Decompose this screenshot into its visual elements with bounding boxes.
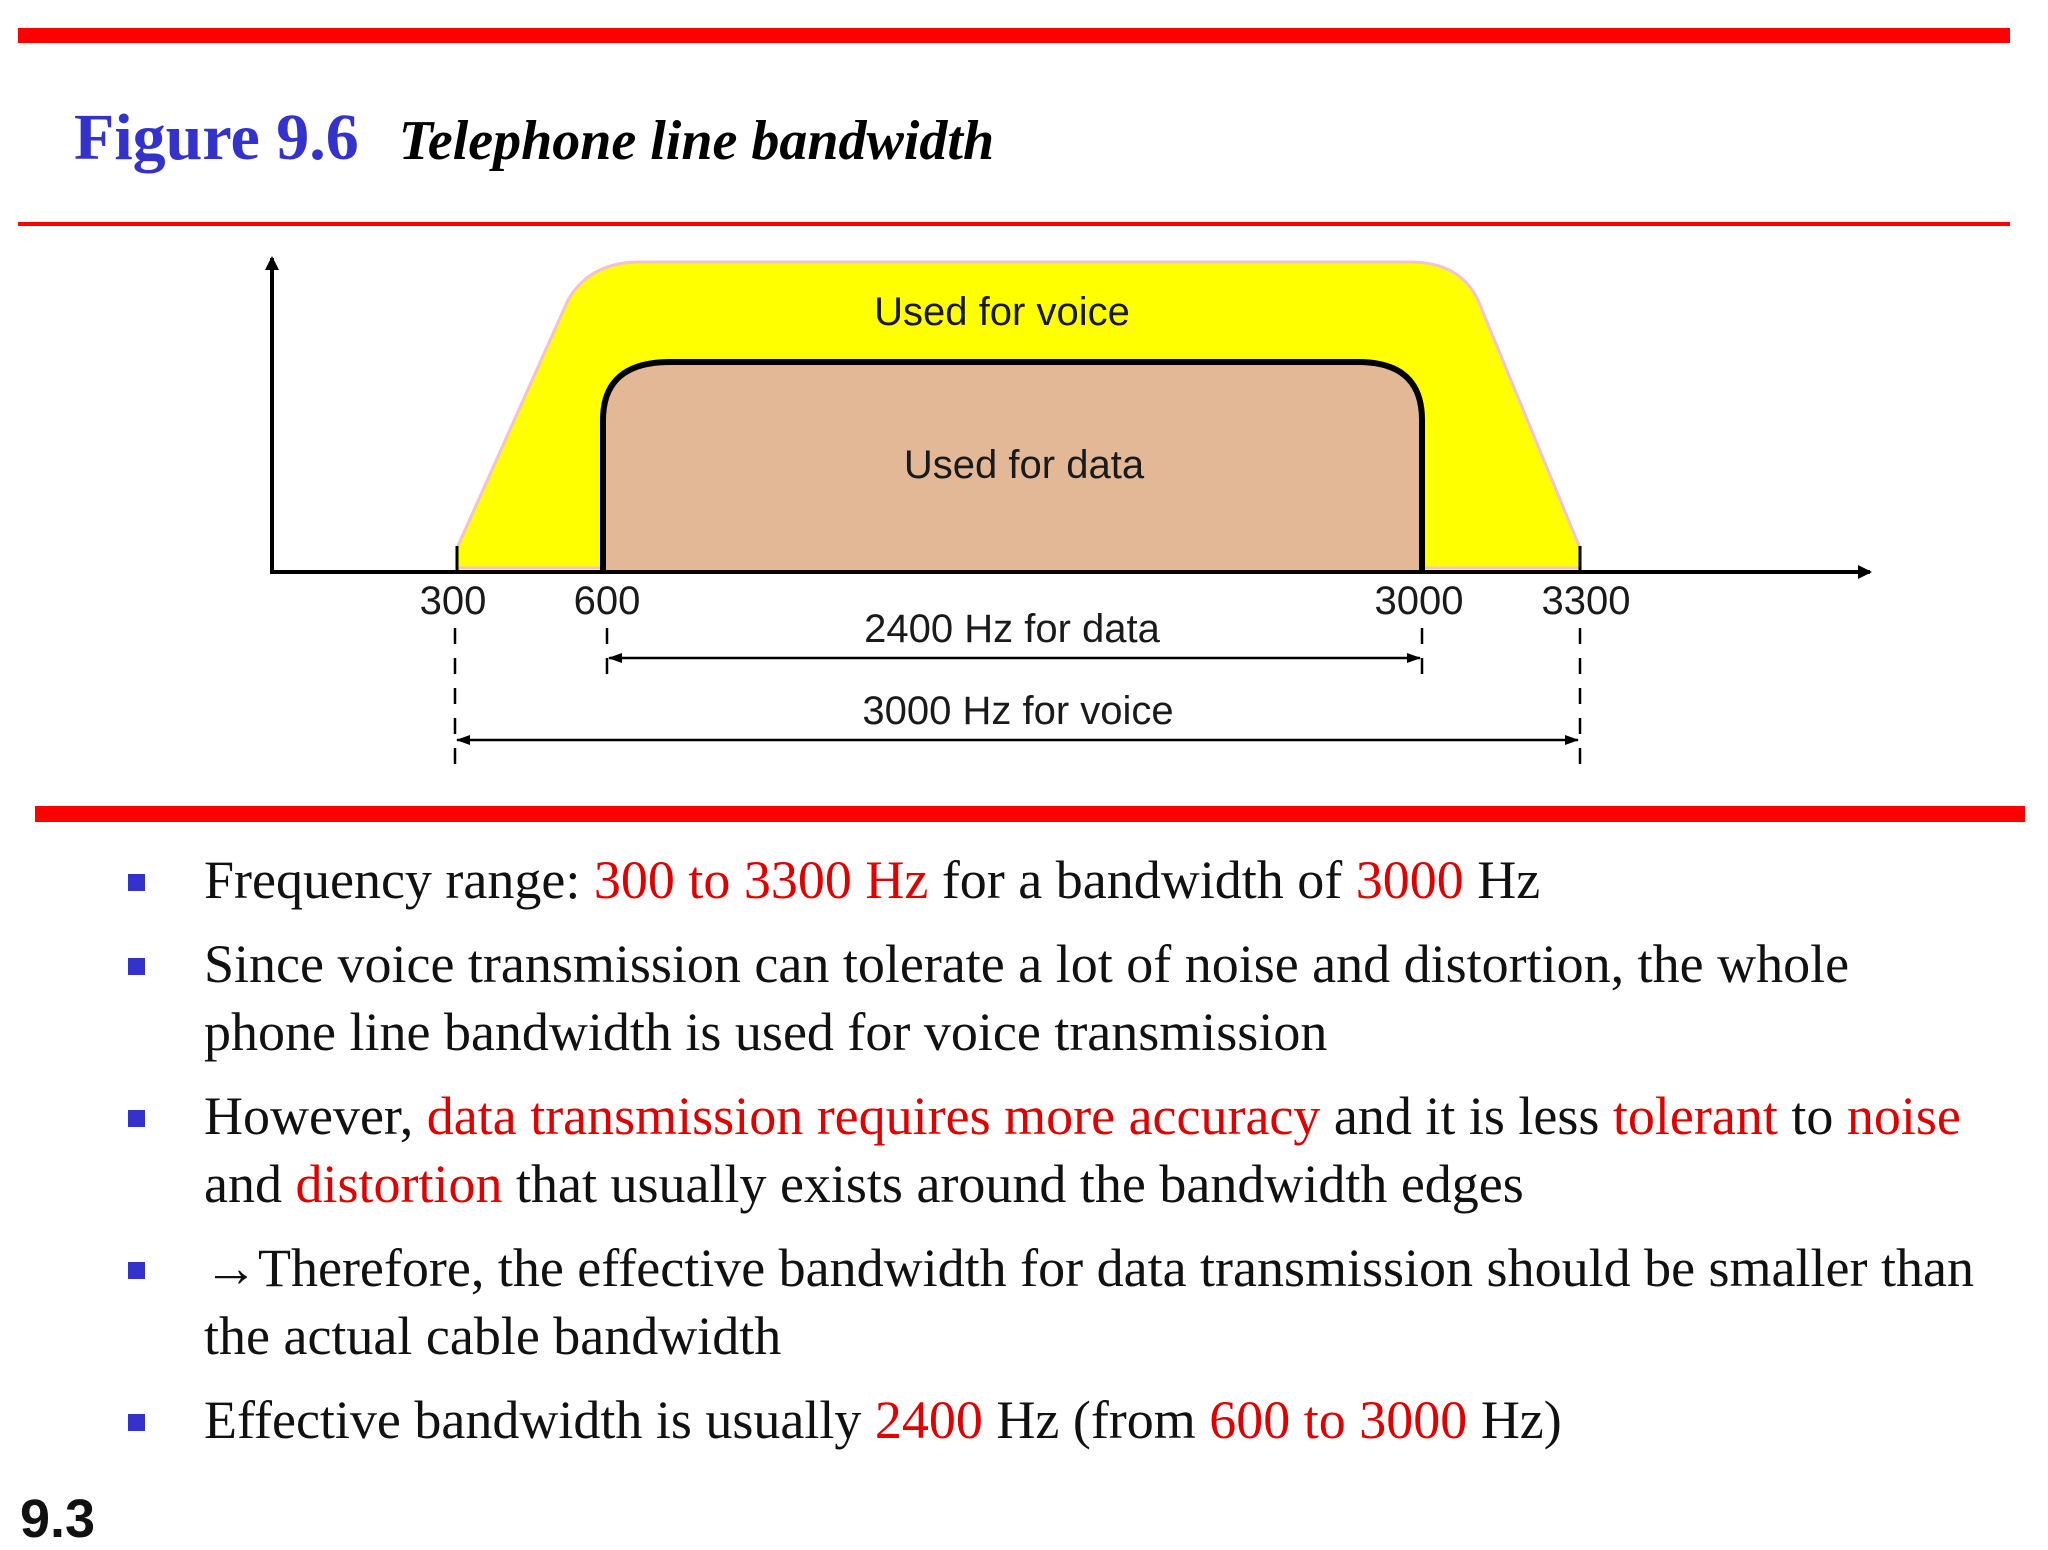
bullet-text: and it is less <box>1320 1086 1613 1146</box>
figure-number: Figure 9.6 <box>74 101 359 174</box>
figure-caption: Telephone line bandwidth <box>398 110 995 172</box>
highlight-text: 600 to 3000 <box>1209 1390 1468 1450</box>
tick-label-300: 300 <box>419 579 487 623</box>
bullet-text: Hz (from <box>982 1390 1210 1450</box>
highlight-text: 3000 <box>1355 850 1464 910</box>
bullet-text: Effective bandwidth is usually <box>204 1390 875 1450</box>
bullet-text: and <box>204 1154 296 1214</box>
highlight-text: 300 to 3300 Hz <box>593 850 929 910</box>
bullet-square-icon <box>128 1262 145 1279</box>
bullet-item <box>128 930 1988 1066</box>
bullet-square-icon <box>128 874 145 891</box>
tick-label-600: 600 <box>573 579 641 623</box>
bullet-text: for a bandwidth of <box>928 850 1356 910</box>
bullet-text: to <box>1777 1086 1847 1146</box>
bullet-item <box>128 1234 1988 1370</box>
bullet-text: →Therefore, the effective bandwidth for data transmission should be smaller than the actual cable bandwidth <box>204 1238 1974 1366</box>
data-label: Used for data <box>903 443 1145 487</box>
tick-label-3000: 3000 <box>1374 579 1464 623</box>
bullet-item <box>128 846 1988 914</box>
bullet-list <box>128 846 1988 1470</box>
bullet-text: However, <box>204 1086 427 1146</box>
bullet-item <box>128 1082 1988 1218</box>
voice-span-label: 3000 Hz for voice <box>862 689 1174 733</box>
bullet-square-icon <box>128 1414 145 1431</box>
voice-label: Used for voice <box>874 290 1130 334</box>
bullet-item <box>128 1386 1988 1454</box>
highlight-text: data transmission requires more accuracy <box>426 1086 1321 1146</box>
bullet-text: that usually exists around the bandwidth edges <box>502 1154 1524 1214</box>
tick-label-3300: 3300 <box>1541 579 1631 623</box>
highlight-text: noise <box>1846 1086 1961 1146</box>
bullet-text: Since voice transmission can tolerate a lot of noise and distortion, the whole phone line bandwidth is used for voice transmission <box>204 934 1850 1062</box>
bullet-square-icon <box>128 1110 145 1127</box>
page-number: 9.3 <box>20 1489 96 1549</box>
diagram-bottom-rule <box>35 806 2025 822</box>
highlight-text: distortion <box>295 1154 503 1214</box>
bullet-square-icon <box>128 958 145 975</box>
bullet-text: Hz) <box>1467 1390 1562 1450</box>
data-span-label: 2400 Hz for data <box>864 607 1160 651</box>
highlight-text: 2400 <box>874 1390 983 1450</box>
bullet-text: Frequency range: <box>204 850 594 910</box>
bullet-text: Hz <box>1463 850 1541 910</box>
highlight-text: tolerant <box>1612 1086 1778 1146</box>
